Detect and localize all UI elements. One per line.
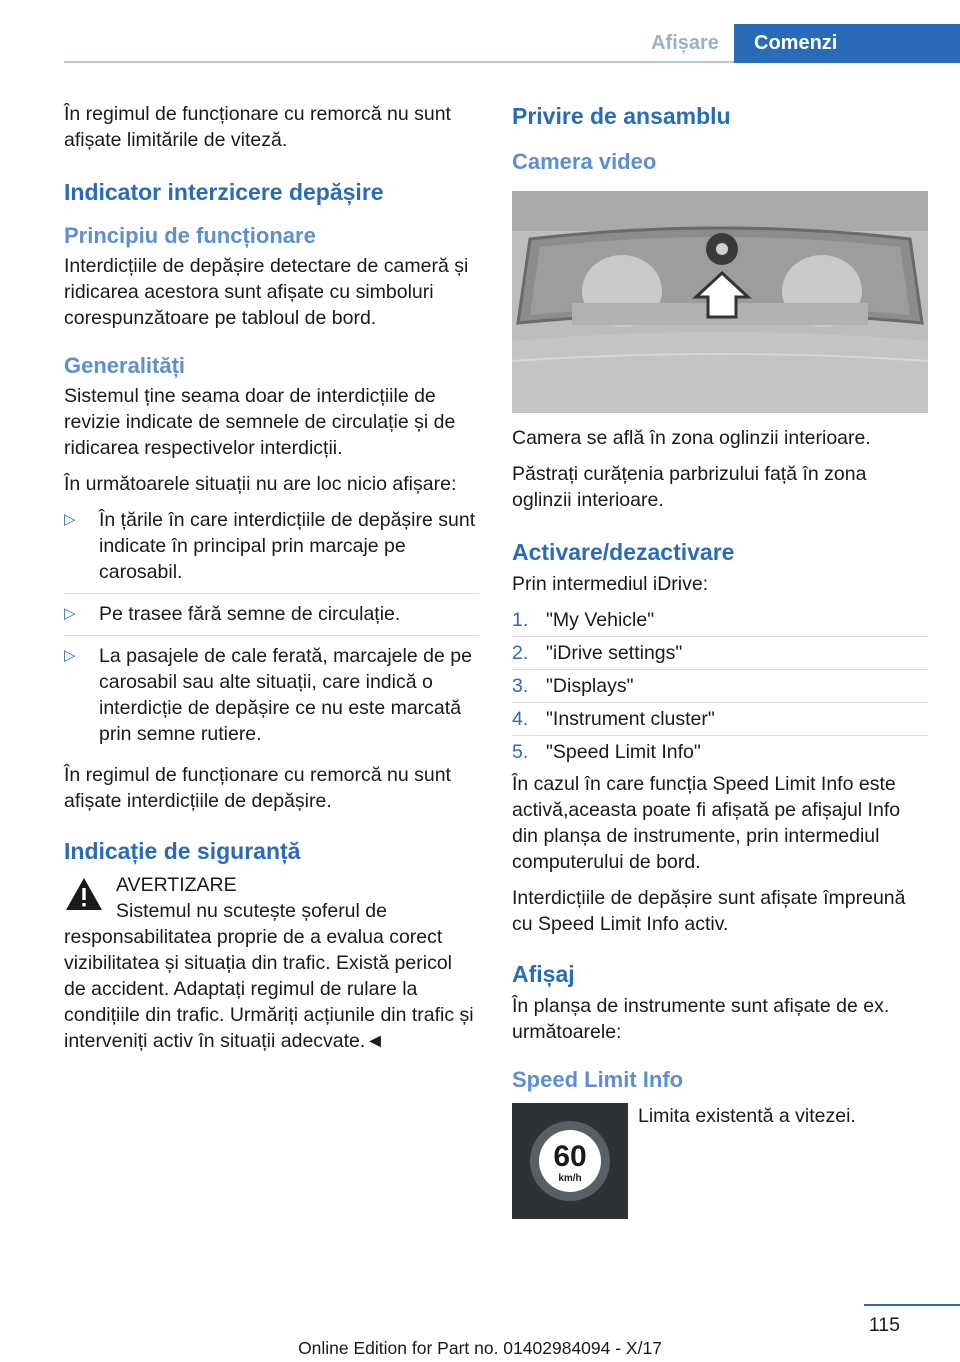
tab-afisare[interactable]: Afișare (651, 32, 719, 54)
section-heading-indicator: Indicator interzicere depășire (64, 179, 384, 205)
list-item (64, 601, 479, 636)
triangle-bullet-icon: ▷ (64, 511, 76, 528)
idrive-intro: Prin intermediul iDrive: (512, 573, 709, 595)
afisaj-paragraph: În planșa de instrumente sunt afișate de ex. următoarele: (512, 995, 890, 1043)
warning-text: Sistemul nu scutește șoferul de responsabilitatea proprie de a evalua corect vizibilitatea și situația din trafic. Există pericol de accident. Adaptați regimul de rulare la condițiile din trafic. Urmăriți acțiunile din trafic și interveniți activ în situații adecvate.◄ (64, 900, 474, 1052)
step-number: 1. (512, 609, 529, 631)
list-item-text: Pe trasee fără semne de circulație. (99, 603, 401, 625)
speed-limit-active-text: În cazul în care funcția Speed Limit Info este activă,aceasta poate fi afișată pe afișajul Info din planșa de instrumente, prin intermediul computerului de bord. (512, 773, 901, 873)
step-number: 4. (512, 708, 529, 730)
section-heading-activare: Activare/dezactivare (512, 539, 735, 565)
left-column (64, 101, 479, 1064)
step-item (512, 673, 928, 703)
step-text: "My Vehicle" (546, 609, 655, 631)
speed-limit-sign-icon (512, 1103, 628, 1219)
subheading-principiu: Principiu de funcționare (64, 223, 316, 248)
warning-block (64, 872, 479, 898)
list-item-text: La pasajele de cale ferată, marcajele de pe carosabil sau alte situații, care indică o interdicție de depășire ce nu este marcată prin semne rutiere. (99, 645, 472, 745)
camera-cleaning-text: Păstrați curățenia parbrizului față în zona oglinzii interioare. (512, 463, 867, 511)
footer-rule (864, 1304, 960, 1306)
principiu-paragraph: Interdicțiile de depășire detectare de cameră și ridicarea acestora sunt afișate cu simboluri corespunzătoare pe tabloul de bord. (64, 255, 469, 329)
subheading-camera: Camera video (512, 149, 657, 174)
section-heading-afisaj: Afișaj (512, 961, 575, 987)
step-text: "iDrive settings" (546, 642, 683, 664)
step-item (512, 739, 928, 768)
speed-limit-description: Limita existentă a vitezei. (638, 1105, 856, 1127)
triangle-bullet-icon: ▷ (64, 647, 76, 664)
page-number: 115 (868, 1314, 900, 1336)
list-item (64, 507, 479, 594)
triangle-bullet-icon: ▷ (64, 605, 76, 622)
list-item (64, 643, 479, 755)
step-text: "Displays" (546, 675, 634, 697)
list-item-text: În țările în care interdicțiile de depășire sunt indicate în principal prin marcaje pe carosabil. (99, 509, 476, 583)
camera-location-text: Camera se află în zona oglinzii interioare. (512, 427, 871, 449)
section-heading-siguranta: Indicație de siguranță (64, 838, 301, 864)
step-text: "Speed Limit Info" (546, 741, 701, 763)
speed-limit-row (512, 1103, 928, 1223)
subheading-speed-limit-info: Speed Limit Info (512, 1067, 684, 1092)
trailer-speed-paragraph: În regimul de funcționare cu remorcă nu sunt afișate limitările de viteză. (64, 103, 451, 151)
tab-comenzi[interactable]: Comenzi (734, 24, 960, 63)
step-text: "Instrument cluster" (546, 708, 715, 730)
section-heading-privire: Privire de ansamblu (512, 103, 731, 129)
subheading-generalitati: Generalități (64, 353, 186, 378)
step-item (512, 607, 928, 637)
right-column (512, 101, 928, 1223)
step-number: 5. (512, 741, 529, 763)
step-number: 3. (512, 675, 529, 697)
overtaking-together-text: Interdicțiile de depășire sunt afișate împreună cu Speed Limit Info activ. (512, 887, 906, 935)
situations-intro: În următoarele situații nu are loc nicio afișare: (64, 473, 457, 495)
warning-triangle-icon (64, 876, 104, 912)
trailer-overtaking-paragraph: În regimul de funcționare cu remorcă nu sunt afișate interdicțiile de depășire. (64, 764, 451, 812)
speed-limit-unit: km/h (558, 1173, 582, 1184)
step-item (512, 706, 928, 736)
edition-footer: Online Edition for Part no. 01402984094 - X/17 (298, 1338, 662, 1358)
generalitati-paragraph: Sistemul ține seama doar de interdicțiile de revizie indicate de semnele de circulație și de ridicarea respectivelor interdicții. (64, 385, 456, 459)
step-number: 2. (512, 642, 529, 664)
situations-list (64, 507, 479, 755)
camera-location-photo (512, 191, 928, 413)
warning-title: AVERTIZARE (116, 874, 237, 896)
speed-limit-value: 60 (553, 1140, 587, 1173)
idrive-steps (512, 607, 928, 768)
step-item (512, 640, 928, 670)
